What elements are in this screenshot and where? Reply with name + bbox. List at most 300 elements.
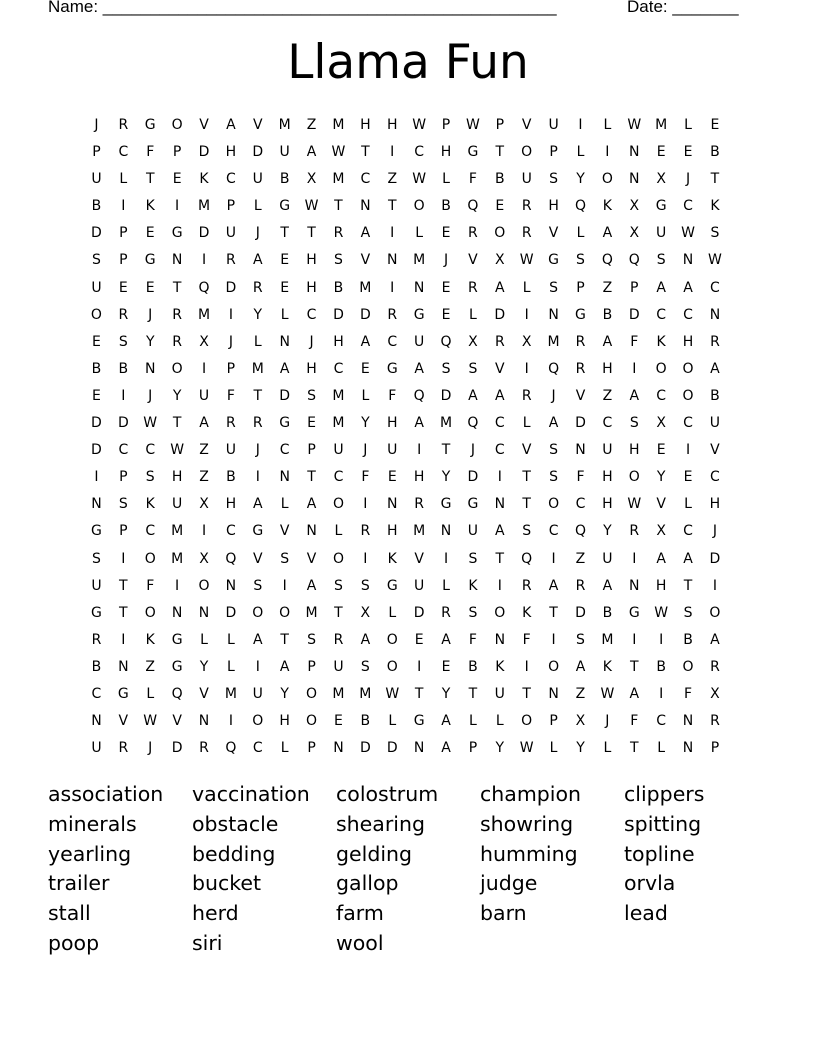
grid-cell: U	[709, 415, 721, 432]
grid-cell: F	[468, 171, 477, 188]
grid-cell: B	[710, 387, 720, 404]
grid-cell: S	[576, 252, 585, 269]
grid-cell: A	[253, 631, 263, 648]
grid-cell: G	[440, 496, 452, 513]
word-list-item: bedding	[192, 841, 276, 866]
grid-cell: H	[440, 144, 452, 161]
grid-cell: T	[495, 144, 505, 161]
grid-cell: I	[685, 442, 691, 459]
grid-cell: G	[413, 306, 425, 323]
grid-cell: R	[333, 225, 344, 242]
grid-cell: Q	[413, 387, 425, 404]
word-list-item: bucket	[192, 871, 262, 896]
grid-cell: A	[199, 415, 209, 432]
grid-cell: R	[468, 279, 478, 296]
grid-cell: N	[413, 740, 425, 757]
grid-cell: L	[603, 740, 612, 757]
grid-cell: A	[279, 658, 290, 675]
grid-cell: A	[468, 387, 478, 404]
grid-cell: S	[549, 279, 559, 296]
grid-cell: W	[654, 604, 669, 621]
grid-cell: J	[148, 740, 153, 757]
grid-cell: A	[253, 252, 263, 269]
grid-cell: T	[468, 685, 478, 702]
grid-cell: A	[279, 360, 290, 377]
grid-cell: J	[148, 306, 153, 323]
grid-cell: K	[656, 333, 666, 350]
grid-cell: R	[575, 333, 586, 350]
grid-cell: X	[656, 523, 666, 540]
grid-cell: A	[683, 279, 693, 296]
grid-cell: N	[333, 740, 344, 757]
grid-cell: A	[602, 577, 613, 594]
grid-cell: D	[252, 144, 264, 161]
grid-cell: X	[199, 333, 209, 350]
grid-cell: U	[225, 225, 237, 242]
grid-cell: V	[521, 442, 532, 459]
grid-cell: V	[468, 252, 478, 269]
grid-cell: F	[522, 631, 531, 648]
grid-cell: A	[253, 496, 263, 513]
word-list-item: yearling	[48, 841, 132, 866]
word-list-item: shearing	[336, 811, 425, 836]
grid-cell: H	[386, 523, 398, 540]
grid-cell: S	[334, 577, 343, 594]
grid-cell: Q	[601, 252, 613, 269]
grid-cell: A	[306, 496, 317, 513]
grid-cell: P	[307, 740, 316, 757]
grid-cell: N	[494, 631, 506, 648]
grid-cell: N	[387, 496, 398, 513]
grid-cell: N	[629, 171, 640, 188]
grid-cell: R	[468, 225, 478, 242]
word-list-item: vaccination	[192, 782, 310, 806]
grid-cell: C	[333, 360, 344, 377]
grid-cell: R	[575, 360, 586, 377]
grid-cell: U	[91, 279, 102, 296]
word-list-item: herd	[192, 901, 239, 926]
grid-cell: X	[199, 550, 209, 567]
grid-cell: I	[659, 685, 664, 702]
grid-cell: O	[413, 198, 425, 215]
grid-cell: G	[144, 117, 156, 133]
grid-cell: X	[575, 713, 586, 730]
grid-cell: W	[708, 252, 722, 269]
word-list-item: clippers	[624, 782, 705, 806]
grid-cell: O	[144, 604, 156, 621]
grid-cell: N	[144, 360, 156, 377]
grid-cell: R	[199, 740, 209, 757]
grid-cell: Q	[171, 685, 183, 702]
grid-cell: D	[494, 306, 506, 323]
word-list-item: trailer	[48, 871, 110, 896]
grid-cell: D	[386, 740, 398, 757]
grid-cell: S	[710, 225, 720, 242]
grid-cell: I	[255, 469, 260, 486]
grid-cell: C	[306, 306, 317, 323]
grid-cell: R	[575, 577, 586, 594]
grid-cell: Q	[574, 198, 586, 215]
grid-cell: M	[655, 117, 668, 133]
grid-cell: M	[278, 117, 291, 133]
grid-cell: U	[494, 685, 505, 702]
grid-cell: E	[441, 658, 451, 675]
grid-cell: A	[575, 658, 586, 675]
grid-cell: S	[118, 333, 128, 350]
grid-cell: J	[309, 333, 314, 350]
grid-cell: R	[710, 333, 720, 350]
grid-cell: F	[361, 469, 370, 486]
grid-cell: N	[413, 279, 425, 296]
grid-cell: E	[441, 279, 451, 296]
grid-cell: X	[656, 415, 666, 432]
grid-cell: E	[683, 144, 693, 161]
grid-cell: L	[253, 198, 262, 215]
grid-cell: M	[413, 523, 426, 540]
grid-cell: P	[307, 442, 316, 459]
grid-cell: C	[683, 306, 693, 323]
grid-cell: T	[334, 198, 343, 215]
grid-cell: L	[522, 279, 531, 296]
grid-cell: I	[551, 550, 556, 567]
grid-cell: C	[548, 523, 559, 540]
grid-cell: N	[198, 713, 210, 730]
grid-cell: O	[252, 713, 264, 730]
grid-cell: O	[171, 117, 183, 133]
grid-cell: S	[468, 550, 478, 567]
grid-cell: V	[199, 685, 209, 702]
grid-cell: L	[253, 333, 262, 350]
grid-cell: F	[684, 685, 693, 702]
grid-cell: F	[576, 469, 585, 486]
grid-cell: W	[304, 198, 319, 215]
grid-cell: T	[280, 631, 289, 648]
grid-cell: C	[226, 523, 236, 540]
grid-cell: P	[630, 279, 639, 296]
grid-cell: H	[306, 252, 317, 269]
grid-cell: P	[576, 279, 585, 296]
grid-cell: I	[390, 225, 395, 242]
grid-cell: H	[386, 117, 398, 133]
grid-cell: E	[387, 469, 397, 486]
grid-cell: T	[522, 685, 531, 702]
grid-cell: B	[91, 360, 102, 377]
grid-cell: N	[198, 604, 210, 621]
grid-cell: S	[307, 631, 317, 648]
grid-cell: S	[334, 252, 343, 269]
grid-cell: R	[118, 117, 129, 133]
grid-cell: V	[360, 252, 371, 269]
grid-cell: O	[386, 631, 398, 648]
grid-cell: H	[682, 333, 694, 350]
grid-cell: O	[332, 496, 344, 513]
word-list-item: judge	[480, 871, 538, 896]
grid-cell: H	[306, 279, 317, 296]
grid-cell: U	[91, 171, 102, 188]
grid-cell: R	[333, 631, 344, 648]
grid-cell: L	[280, 306, 289, 323]
grid-cell: M	[305, 604, 318, 621]
grid-cell: H	[171, 469, 183, 486]
date-field-label: Date: _______	[627, 0, 739, 16]
grid-cell: B	[226, 469, 236, 486]
grid-cell: C	[710, 279, 720, 296]
grid-cell: E	[414, 631, 424, 648]
grid-cell: D	[91, 442, 102, 459]
grid-cell: I	[632, 631, 637, 648]
grid-cell: S	[307, 387, 317, 404]
grid-cell: T	[549, 604, 558, 621]
grid-cell: Q	[548, 360, 560, 377]
grid-cell: G	[117, 685, 129, 702]
grid-cell: L	[684, 117, 692, 133]
grid-cell: E	[495, 198, 505, 215]
grid-cell: I	[363, 496, 368, 513]
grid-cell: H	[306, 360, 317, 377]
grid-cell: M	[332, 117, 345, 133]
grid-cell: I	[497, 469, 502, 486]
grid-cell: Y	[172, 387, 182, 404]
grid-cell: M	[359, 279, 372, 296]
grid-cell: V	[495, 360, 505, 377]
grid-cell: T	[119, 604, 128, 621]
grid-cell: E	[118, 279, 128, 296]
grid-cell: Q	[225, 740, 237, 757]
grid-cell: X	[710, 685, 720, 702]
grid-cell: U	[548, 117, 559, 133]
grid-cell: K	[710, 198, 720, 215]
grid-cell: K	[602, 198, 612, 215]
word-list-item: gallop	[336, 871, 399, 896]
grid-cell: G	[413, 713, 425, 730]
grid-cell: N	[118, 658, 129, 675]
grid-cell: D	[709, 550, 721, 567]
grid-cell: P	[226, 198, 236, 215]
grid-cell: I	[175, 198, 180, 215]
grid-cell: P	[119, 252, 128, 269]
grid-cell: H	[333, 333, 344, 350]
grid-cell: T	[683, 577, 693, 594]
grid-cell: A	[495, 387, 505, 404]
grid-cell: N	[548, 685, 559, 702]
grid-cell: A	[360, 225, 371, 242]
grid-cell: T	[307, 469, 316, 486]
grid-cell: L	[361, 387, 370, 404]
grid-cell: S	[360, 577, 370, 594]
grid-cell: C	[91, 685, 102, 702]
grid-cell: H	[709, 496, 721, 513]
grid-cell: O	[655, 360, 667, 377]
grid-cell: P	[495, 117, 505, 133]
grid-cell: B	[602, 306, 613, 323]
grid-cell: L	[469, 306, 477, 323]
grid-cell: R	[252, 415, 263, 432]
grid-cell: T	[145, 171, 155, 188]
grid-cell: J	[605, 713, 610, 730]
grid-cell: Y	[576, 171, 585, 188]
grid-cell: R	[387, 306, 398, 323]
grid-cell: L	[603, 117, 612, 133]
grid-cell: J	[551, 387, 556, 404]
grid-cell: V	[414, 550, 424, 567]
grid-cell: R	[521, 387, 532, 404]
grid-cell: Y	[656, 469, 666, 486]
grid-cell: Y	[199, 658, 209, 675]
grid-cell: W	[143, 713, 158, 730]
grid-cell: X	[495, 252, 505, 269]
grid-cell: H	[602, 360, 613, 377]
grid-cell: A	[360, 333, 371, 350]
grid-cell: J	[148, 387, 153, 404]
grid-cell: D	[575, 604, 586, 621]
word-list-item: spitting	[624, 811, 702, 836]
grid-cell: I	[94, 469, 99, 486]
grid-cell: O	[494, 604, 506, 621]
grid-cell: Q	[440, 333, 452, 350]
grid-cell: L	[280, 496, 289, 513]
grid-cell: R	[414, 496, 424, 513]
grid-cell: D	[628, 306, 640, 323]
grid-cell: P	[549, 144, 558, 161]
grid-cell: K	[495, 658, 505, 675]
grid-cell: L	[226, 631, 235, 648]
grid-cell: U	[387, 442, 398, 459]
grid-cell: W	[412, 171, 427, 188]
grid-cell: V	[306, 550, 317, 567]
grid-cell: R	[172, 333, 182, 350]
grid-cell: O	[548, 496, 560, 513]
grid-cell: O	[386, 658, 398, 675]
grid-cell: B	[710, 144, 720, 161]
grid-cell: F	[630, 333, 639, 350]
grid-cell: I	[201, 252, 207, 269]
grid-cell: T	[710, 171, 720, 188]
grid-cell: G	[575, 306, 586, 323]
grid-cell: P	[549, 713, 558, 730]
grid-cell: L	[415, 225, 424, 242]
grid-cell: R	[521, 225, 532, 242]
grid-cell: C	[656, 387, 667, 404]
grid-cell: E	[334, 713, 343, 730]
grid-cell: U	[414, 333, 425, 350]
grid-cell: S	[576, 631, 585, 648]
grid-cell: I	[228, 713, 233, 730]
grid-cell: D	[198, 225, 210, 242]
grid-cell: Z	[575, 550, 586, 567]
grid-cell: G	[171, 658, 183, 675]
grid-cell: L	[200, 631, 208, 648]
grid-cell: S	[683, 604, 693, 621]
grid-cell: W	[385, 685, 400, 702]
grid-cell: M	[332, 387, 345, 404]
grid-cell: X	[629, 225, 640, 242]
grid-cell: Q	[574, 523, 586, 540]
grid-cell: H	[628, 442, 640, 459]
grid-cell: D	[333, 306, 344, 323]
word-list-item: orvla	[624, 871, 676, 896]
grid-cell: H	[602, 469, 613, 486]
grid-cell: U	[279, 144, 290, 161]
grid-cell: E	[145, 279, 155, 296]
grid-cell: S	[629, 415, 639, 432]
grid-cell: Z	[387, 171, 398, 188]
grid-cell: A	[306, 144, 317, 161]
grid-cell: L	[388, 604, 397, 621]
grid-cell: G	[91, 604, 102, 621]
grid-cell: E	[683, 469, 693, 486]
grid-cell: D	[171, 740, 183, 757]
grid-cell: R	[521, 198, 532, 215]
grid-cell: N	[494, 496, 506, 513]
grid-cell: N	[575, 442, 586, 459]
grid-cell: W	[170, 442, 185, 459]
grid-cell: G	[628, 604, 640, 621]
grid-cell: T	[414, 685, 424, 702]
grid-cell: B	[495, 171, 505, 188]
grid-cell: T	[522, 469, 531, 486]
word-list-item: gelding	[336, 841, 413, 866]
grid-cell: P	[92, 144, 101, 161]
grid-cell: Y	[576, 740, 585, 757]
grid-cell: X	[629, 198, 640, 215]
grid-cell: N	[629, 577, 640, 594]
grid-cell: J	[712, 523, 717, 540]
grid-cell: O	[306, 713, 318, 730]
grid-cell: D	[359, 306, 371, 323]
grid-cell: I	[175, 577, 180, 594]
grid-cell: F	[146, 577, 155, 594]
grid-cell: R	[521, 577, 532, 594]
grid-cell: V	[548, 225, 559, 242]
grid-cell: U	[252, 171, 263, 188]
grid-cell: R	[118, 306, 129, 323]
grid-cell: A	[656, 279, 666, 296]
grid-cell: M	[332, 685, 345, 702]
grid-cell: S	[118, 496, 128, 513]
grid-cell: O	[601, 171, 613, 188]
grid-cell: E	[441, 306, 451, 323]
grid-cell: I	[390, 144, 395, 161]
grid-cell: G	[171, 631, 183, 648]
grid-cell: O	[332, 550, 344, 567]
grid-cell: A	[656, 550, 666, 567]
grid-cell: C	[710, 469, 720, 486]
word-list-item: wool	[336, 930, 384, 955]
grid-cell: L	[119, 171, 128, 188]
grid-cell: Q	[225, 550, 237, 567]
grid-cell: C	[575, 496, 586, 513]
grid-cell: I	[282, 577, 287, 594]
grid-cell: R	[252, 279, 263, 296]
grid-cell: T	[441, 442, 451, 459]
grid-cell: S	[549, 469, 559, 486]
grid-cell: B	[602, 604, 613, 621]
grid-cell: R	[710, 658, 720, 675]
grid-cell: M	[332, 415, 345, 432]
grid-cell: U	[252, 685, 263, 702]
grid-cell: T	[119, 577, 128, 594]
grid-cell: T	[495, 550, 505, 567]
grid-cell: H	[602, 496, 613, 513]
grid-cell: M	[601, 631, 614, 648]
grid-cell: I	[524, 360, 529, 377]
grid-cell: O	[628, 469, 640, 486]
grid-cell: V	[172, 713, 182, 730]
grid-cell: Y	[253, 306, 263, 323]
grid-cell: N	[387, 252, 398, 269]
grid-cell: O	[171, 360, 183, 377]
grid-cell: S	[92, 550, 101, 567]
